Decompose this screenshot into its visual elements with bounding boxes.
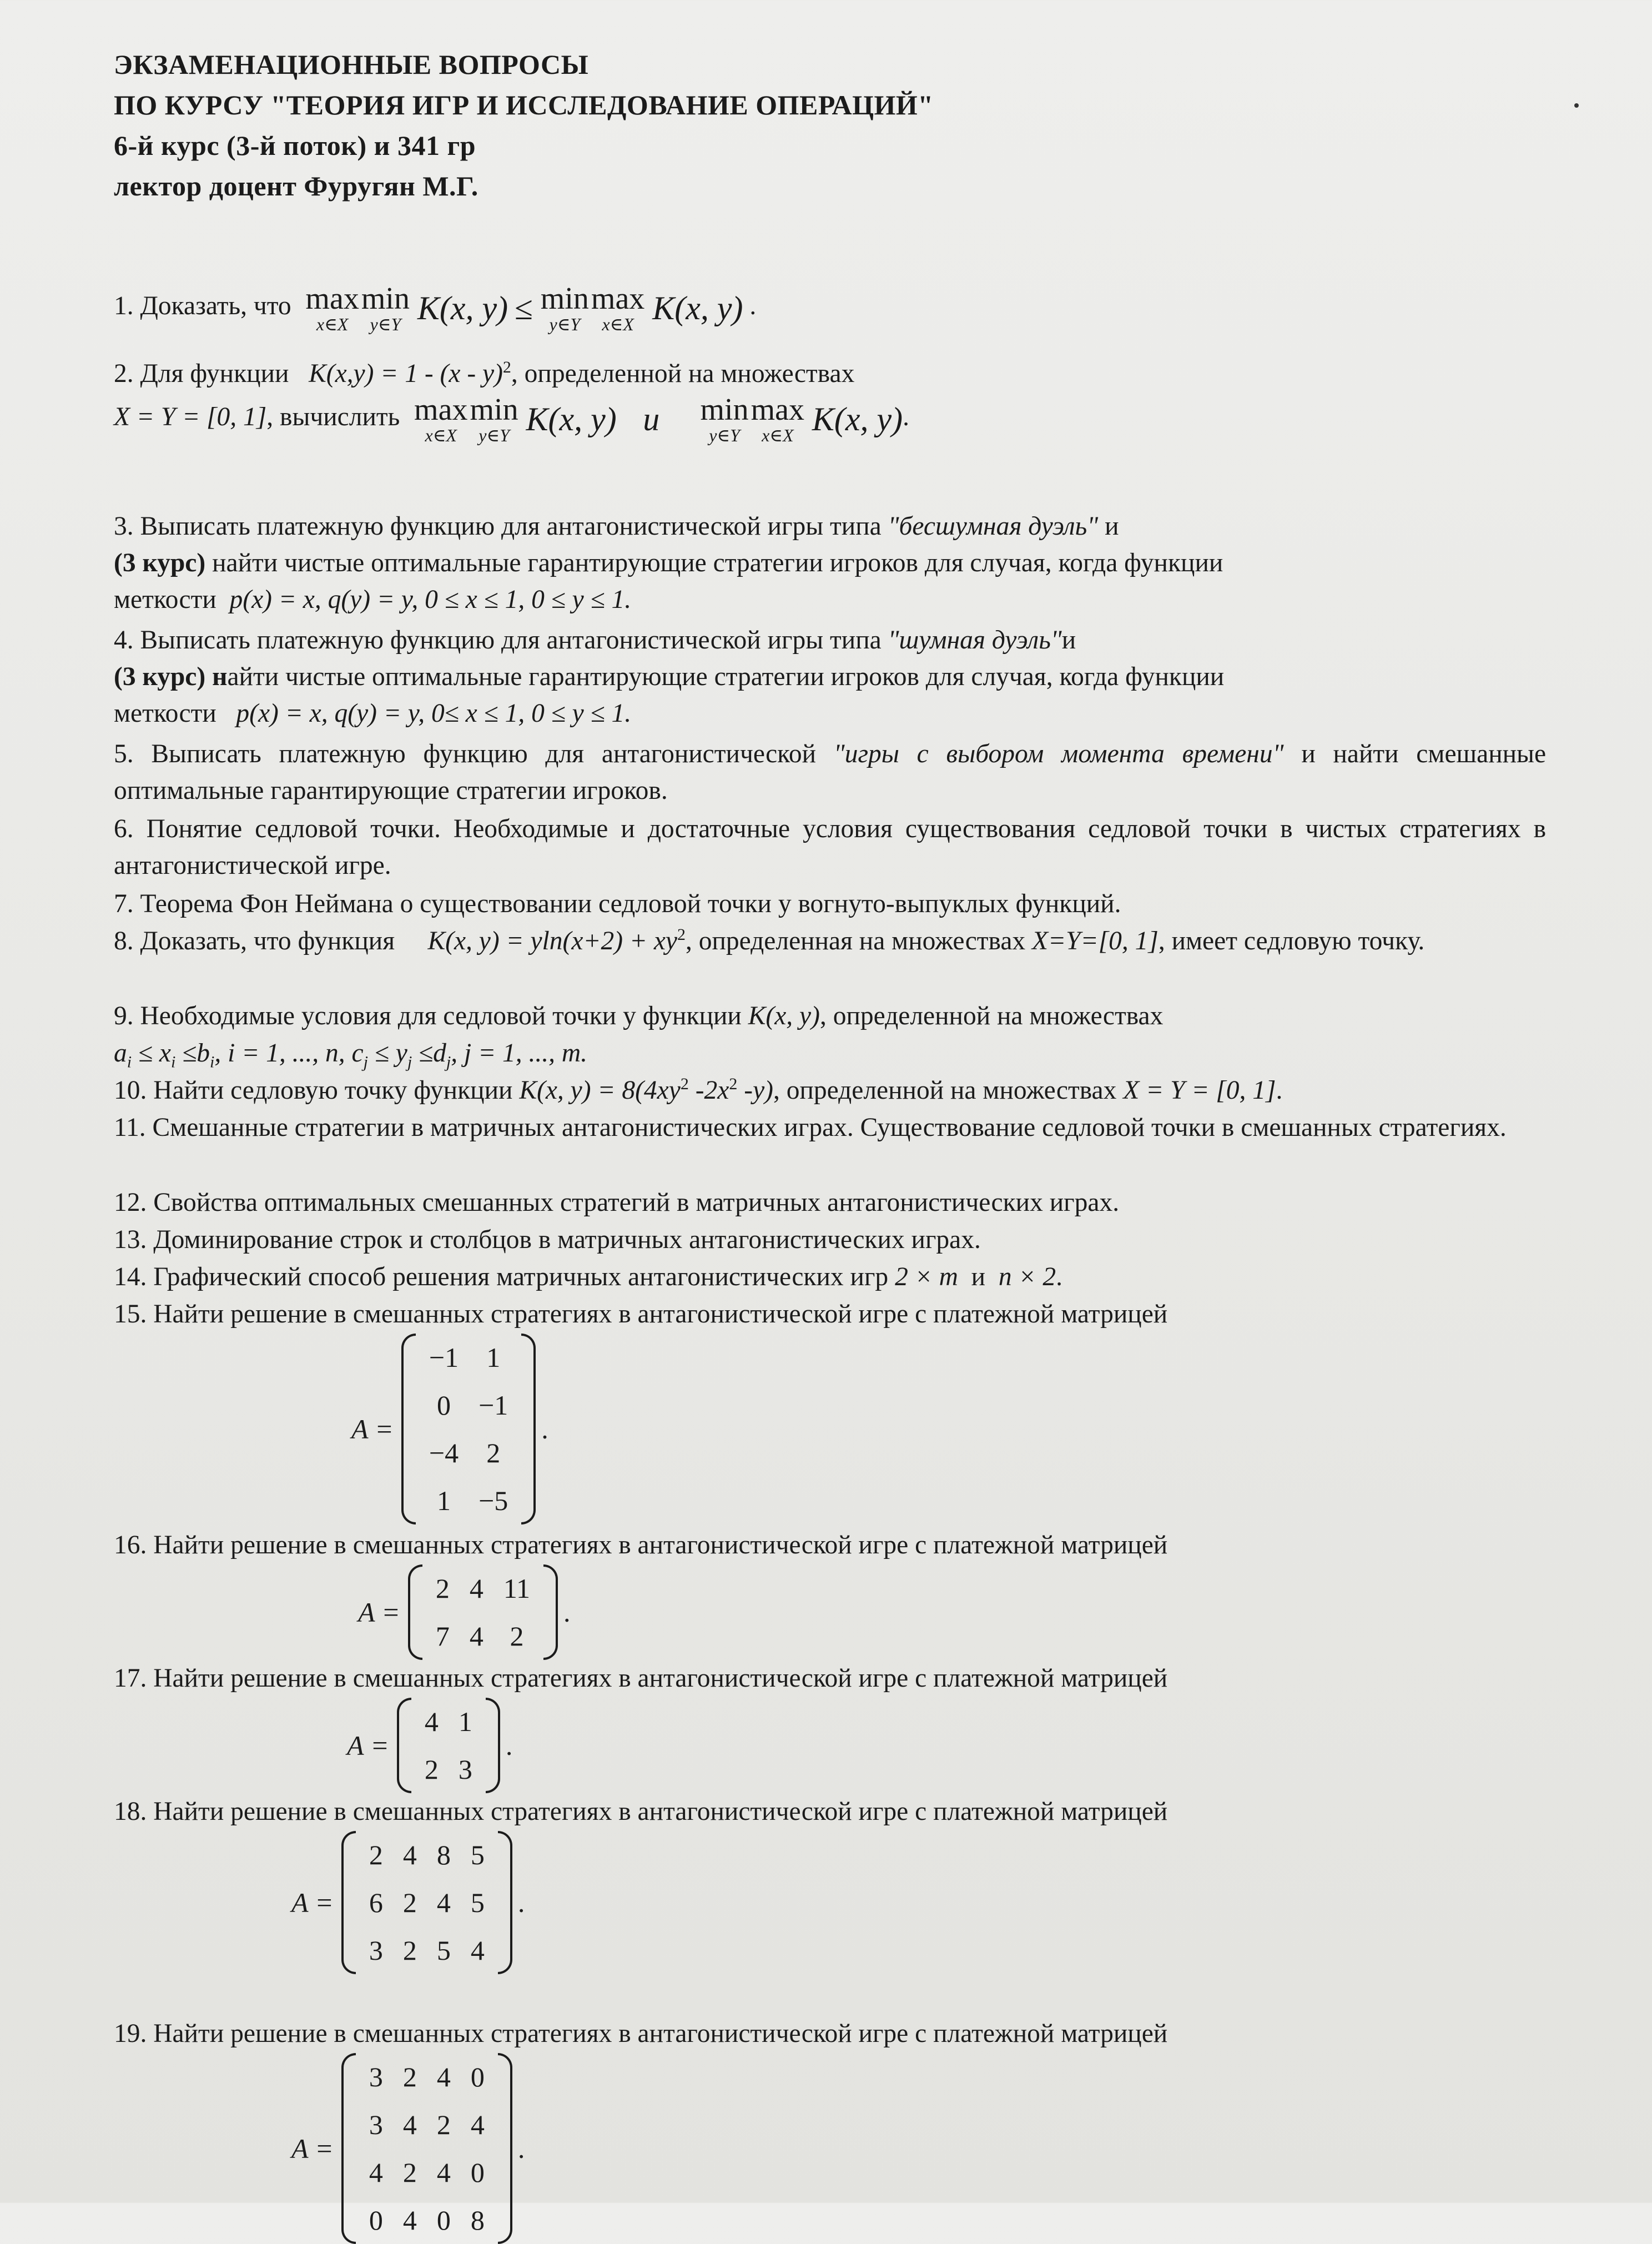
matrix-cell: 0 xyxy=(470,2061,485,2092)
matrix-cell: 2 xyxy=(402,2157,417,2188)
q18-matrix-label: A = xyxy=(291,1887,334,1918)
question-4 xyxy=(114,622,1546,732)
q17-text: Найти решение в смешанных стратегиях в антагонистической игре с платежной матрицей xyxy=(153,1664,1168,1693)
q5-game-name: "игры с выбором момента времени" xyxy=(833,739,1284,768)
q19-num: 19. xyxy=(114,2019,147,2048)
question-1 xyxy=(114,283,1546,333)
q15-num: 15. xyxy=(114,1300,147,1329)
question-15 xyxy=(114,1296,1546,1332)
matrix-cell: 2 xyxy=(510,1621,524,1652)
q4-text-c: айти чистые оптимальные гарантирующие стратегии игроков для случая, когда функции xyxy=(227,662,1225,691)
question-12: 12. Свойства оптимальных смешанных стратегий в матричных антагонистических играх. xyxy=(114,1188,1120,1217)
q1-le: ≤ xyxy=(514,290,533,326)
question-14 xyxy=(114,1259,1546,1295)
q3-formula: p(x) = x, q(y) = y, 0 ≤ x ≤ 1, 0 ≤ y ≤ 1. xyxy=(229,585,632,614)
question-8 xyxy=(114,923,1546,959)
q3-text-d: меткости xyxy=(114,585,216,614)
q14-and: и xyxy=(971,1262,986,1291)
question-2-line-2 xyxy=(114,394,1546,444)
q10-func-1: K(x, y) = 8(4xy xyxy=(519,1076,681,1105)
matrix-cell: 2 xyxy=(424,1754,439,1785)
q3-duel-name: "бесшумная дуэль" xyxy=(888,512,1099,541)
q19-matrix xyxy=(291,2053,525,2244)
matrix-cell: 2 xyxy=(402,2061,417,2092)
header-line-3: 6-й курс (3-й поток) и 341 гр xyxy=(114,130,476,161)
question-17 xyxy=(114,1660,1546,1697)
q16-matrix-label: A = xyxy=(358,1597,400,1628)
q14-size-2: n × 2 xyxy=(998,1262,1056,1291)
q2-k-right: K(x, y) xyxy=(812,401,903,437)
question-13: 13. Доминирование строк и столбцов в матричных антагонистических играх. xyxy=(114,1225,981,1254)
q10-end: . xyxy=(1276,1076,1283,1105)
matrix-cell: 0 xyxy=(369,2205,383,2236)
question-9-sets: $a_i \le x_i \le b_i$, i = 1, ..., n, $c_j \le y_j \le d_j$, j = 1, ..., m. xyxy=(114,1039,588,1071)
header-line-4: лектор доцент Фуругян М.Г. xyxy=(114,170,479,202)
matrix-cell: 4 xyxy=(369,2157,383,2188)
q2-end: . xyxy=(903,402,910,431)
q5-text-a: 5. Выписать платежную функцию для антагонистической xyxy=(114,739,817,768)
q17-matrix-label: A = xyxy=(347,1730,389,1761)
q1-k-left: K(x, y) xyxy=(417,290,508,326)
matrix-cell: 4 xyxy=(436,2157,451,2188)
q2-min-1: min y∈Y xyxy=(470,393,518,445)
q18-matrix-table xyxy=(359,1831,495,1974)
q3-text-b: и xyxy=(1105,512,1119,541)
matrix-cell: 4 xyxy=(470,1935,485,1966)
q10-func-2: -2x xyxy=(688,1076,729,1105)
q15-matrix xyxy=(351,1334,548,1524)
q1-min-1: min y∈Y xyxy=(361,281,410,334)
q10-func-3: -y) xyxy=(737,1076,773,1105)
matrix-cell: 2 xyxy=(435,1573,450,1604)
matrix-cell: 1 xyxy=(486,1342,501,1373)
question-11: 11. Смешанные стратегии в матричных антагонистических играх. Существование седловой точки в смешанных стратегиях. xyxy=(114,1113,1507,1142)
q2-min-2: min y∈Y xyxy=(700,393,749,445)
q4-text-d: меткости xyxy=(114,699,216,728)
q10-exp-1: 2 xyxy=(680,1075,689,1094)
matrix-cell: 2 xyxy=(436,2109,451,2140)
q4-course-note: (3 курс) н xyxy=(114,662,228,691)
question-2 xyxy=(114,355,1546,392)
q18-num: 18. xyxy=(114,1797,147,1826)
matrix-cell: 6 xyxy=(369,1887,383,1918)
matrix-cell: 4 xyxy=(469,1621,483,1652)
q18-period: . xyxy=(517,1887,525,1918)
q16-period: . xyxy=(563,1597,571,1628)
matrix-cell: 4 xyxy=(436,2061,451,2092)
matrix-cell: 2 xyxy=(402,1935,417,1966)
q10-text-b: , определенной на множествах xyxy=(773,1076,1117,1105)
q1-max-2: max x∈X xyxy=(591,281,645,334)
q19-matrix-label: A = xyxy=(291,2133,334,2164)
q2-text-c: , вычислить xyxy=(266,402,400,431)
q8-text-c: , имеет седловую точку. xyxy=(1158,927,1425,955)
matrix-cell: 8 xyxy=(436,1839,451,1870)
q3-text-c: найти чистые оптимальные гарантирующие стратегии игроков для случая, когда функции xyxy=(212,549,1223,577)
matrix-cell: 4 xyxy=(436,1887,451,1918)
q3-text-a: 3. Выписать платежную функцию для антагонистической игры типа xyxy=(114,512,882,541)
matrix-cell: 3 xyxy=(369,1935,383,1966)
header-line-2: ПО КУРСУ "ТЕОРИЯ ИГР И ИССЛЕДОВАНИЕ ОПЕРАЦИЙ" xyxy=(114,89,934,120)
matrix-cell: 4 xyxy=(402,1839,417,1870)
question-18 xyxy=(114,1793,1546,1830)
matrix-cell: 1 xyxy=(436,1485,451,1516)
q4-text-b: и xyxy=(1061,626,1076,655)
matrix-cell: 2 xyxy=(369,1839,383,1870)
header-line-1: ЭКЗАМЕНАЦИОННЫЕ ВОПРОСЫ xyxy=(114,49,589,80)
q1-min-2: min y∈Y xyxy=(540,281,589,334)
matrix-cell: 0 xyxy=(436,2205,451,2236)
q16-matrix-table xyxy=(426,1564,540,1660)
matrix-cell: 11 xyxy=(503,1573,531,1604)
question-5 xyxy=(114,736,1546,809)
q10-set: X = Y = [0, 1] xyxy=(1123,1076,1276,1105)
question-6: 6. Понятие седловой точки. Необходимые и достаточные условия существования седловой точки в чистых стратегиях в антагонистической игре. xyxy=(114,814,1546,880)
question-19 xyxy=(114,2015,1546,2052)
matrix-cell: −4 xyxy=(429,1437,459,1468)
q2-max-2: max x∈X xyxy=(751,393,805,445)
q2-k-left: K(x, y) xyxy=(526,401,617,437)
q8-text-a: 8. Доказать, что функция xyxy=(114,927,395,955)
question-7: 7. Теорема Фон Неймана о существовании седловой точки у вогнуто-выпуклых функций. xyxy=(114,889,1121,918)
matrix-cell: −1 xyxy=(479,1390,508,1421)
matrix-cell: 0 xyxy=(436,1390,451,1421)
q15-matrix-label: A = xyxy=(351,1413,394,1445)
q9-text-b: , определенной на множествах xyxy=(819,1002,1164,1030)
q15-period: . xyxy=(541,1413,548,1445)
q8-set: X=Y=[0, 1] xyxy=(1032,927,1159,955)
q16-text: Найти решение в смешанных стратегиях в антагонистической игре с платежной матрицей xyxy=(153,1531,1168,1559)
q8-exp: 2 xyxy=(677,925,686,944)
matrix-cell: 5 xyxy=(436,1935,451,1966)
matrix-cell: 1 xyxy=(458,1706,472,1737)
q4-formula: p(x) = x, q(y) = y, 0≤ x ≤ 1, 0 ≤ y ≤ 1. xyxy=(236,699,632,728)
matrix-cell: 4 xyxy=(402,2205,417,2236)
q15-matrix-table xyxy=(419,1334,518,1524)
question-10 xyxy=(114,1072,1546,1109)
matrix-cell: 0 xyxy=(470,2157,485,2188)
q10-text-a: 10. Найти седловую точку функции xyxy=(114,1076,513,1105)
q10-exp-2: 2 xyxy=(729,1075,738,1094)
matrix-cell: 3 xyxy=(369,2061,383,2092)
matrix-cell: 3 xyxy=(458,1754,472,1785)
q2-exp: 2 xyxy=(502,358,511,377)
matrix-cell: 2 xyxy=(402,1887,417,1918)
q18-matrix xyxy=(291,1831,525,1974)
q9-func: K(x, y) xyxy=(748,1002,820,1030)
q15-text: Найти решение в смешанных стратегиях в антагонистической игре с платежной матрицей xyxy=(153,1300,1168,1329)
matrix-cell: 3 xyxy=(369,2109,383,2140)
q16-num: 16. xyxy=(114,1531,147,1559)
q3-course-note: (3 курс) xyxy=(114,549,206,577)
q8-text-b: , определенная на множествах xyxy=(686,927,1026,955)
q4-duel-name: "шумная дуэль" xyxy=(888,626,1062,655)
matrix-cell: 4 xyxy=(402,2109,417,2140)
matrix-cell: 5 xyxy=(470,1887,485,1918)
q2-max-1: max x∈X xyxy=(414,393,468,445)
q19-matrix-table xyxy=(359,2053,495,2244)
q2-func: K(x,y) = 1 - (x - y) xyxy=(309,359,503,388)
q14-text-a: 14. Графический способ решения матричных антагонистических игр xyxy=(114,1262,889,1291)
paper-speck xyxy=(1574,103,1579,108)
q5-text-b: и найти смешанные оптимальные гарантирующие стратегии игроков. xyxy=(114,739,1547,805)
question-9 xyxy=(114,998,1546,1034)
q18-text: Найти решение в смешанных стратегиях в антагонистической игре с платежной матрицей xyxy=(153,1797,1168,1826)
matrix-cell: 4 xyxy=(470,2109,485,2140)
q14-end: . xyxy=(1056,1262,1063,1291)
q2-and: и xyxy=(643,401,660,437)
q4-text-a: 4. Выписать платежную функцию для антагонистической игры типа xyxy=(114,626,882,655)
question-16 xyxy=(114,1527,1546,1563)
q19-text: Найти решение в смешанных стратегиях в антагонистической игре с платежной матрицей xyxy=(153,2019,1168,2048)
matrix-cell: −5 xyxy=(479,1485,508,1516)
header xyxy=(114,44,934,207)
q8-func: K(x, y) = yln(x+2) + xy xyxy=(427,927,677,955)
matrix-cell: 2 xyxy=(486,1437,501,1468)
matrix-cell: 4 xyxy=(424,1706,439,1737)
matrix-cell: −1 xyxy=(429,1342,459,1373)
matrix-cell: 7 xyxy=(435,1621,450,1652)
q14-size-1: 2 × m xyxy=(895,1262,958,1291)
q1-end: . xyxy=(749,291,757,320)
q17-matrix xyxy=(347,1698,512,1793)
q2-set: X = Y = [0, 1] xyxy=(114,402,267,431)
matrix-cell: 5 xyxy=(470,1839,485,1870)
q1-k-right: K(x, y) xyxy=(652,290,743,326)
q9-text-a: 9. Необходимые условия для седловой точки у функции xyxy=(114,1002,742,1030)
q1-max-1: max x∈X xyxy=(305,281,359,334)
matrix-cell: 8 xyxy=(470,2205,485,2236)
q16-matrix xyxy=(358,1564,571,1660)
q19-period: . xyxy=(517,2133,525,2164)
q17-matrix-table xyxy=(415,1698,482,1793)
q2-text-b: , определенной на множествах xyxy=(511,359,855,388)
q2-text-a: 2. Для функции xyxy=(114,359,289,388)
q1-text: 1. Доказать, что xyxy=(114,291,291,320)
q17-num: 17. xyxy=(114,1664,147,1693)
matrix-cell: 4 xyxy=(469,1573,483,1604)
q17-period: . xyxy=(505,1730,513,1761)
question-3 xyxy=(114,508,1546,618)
